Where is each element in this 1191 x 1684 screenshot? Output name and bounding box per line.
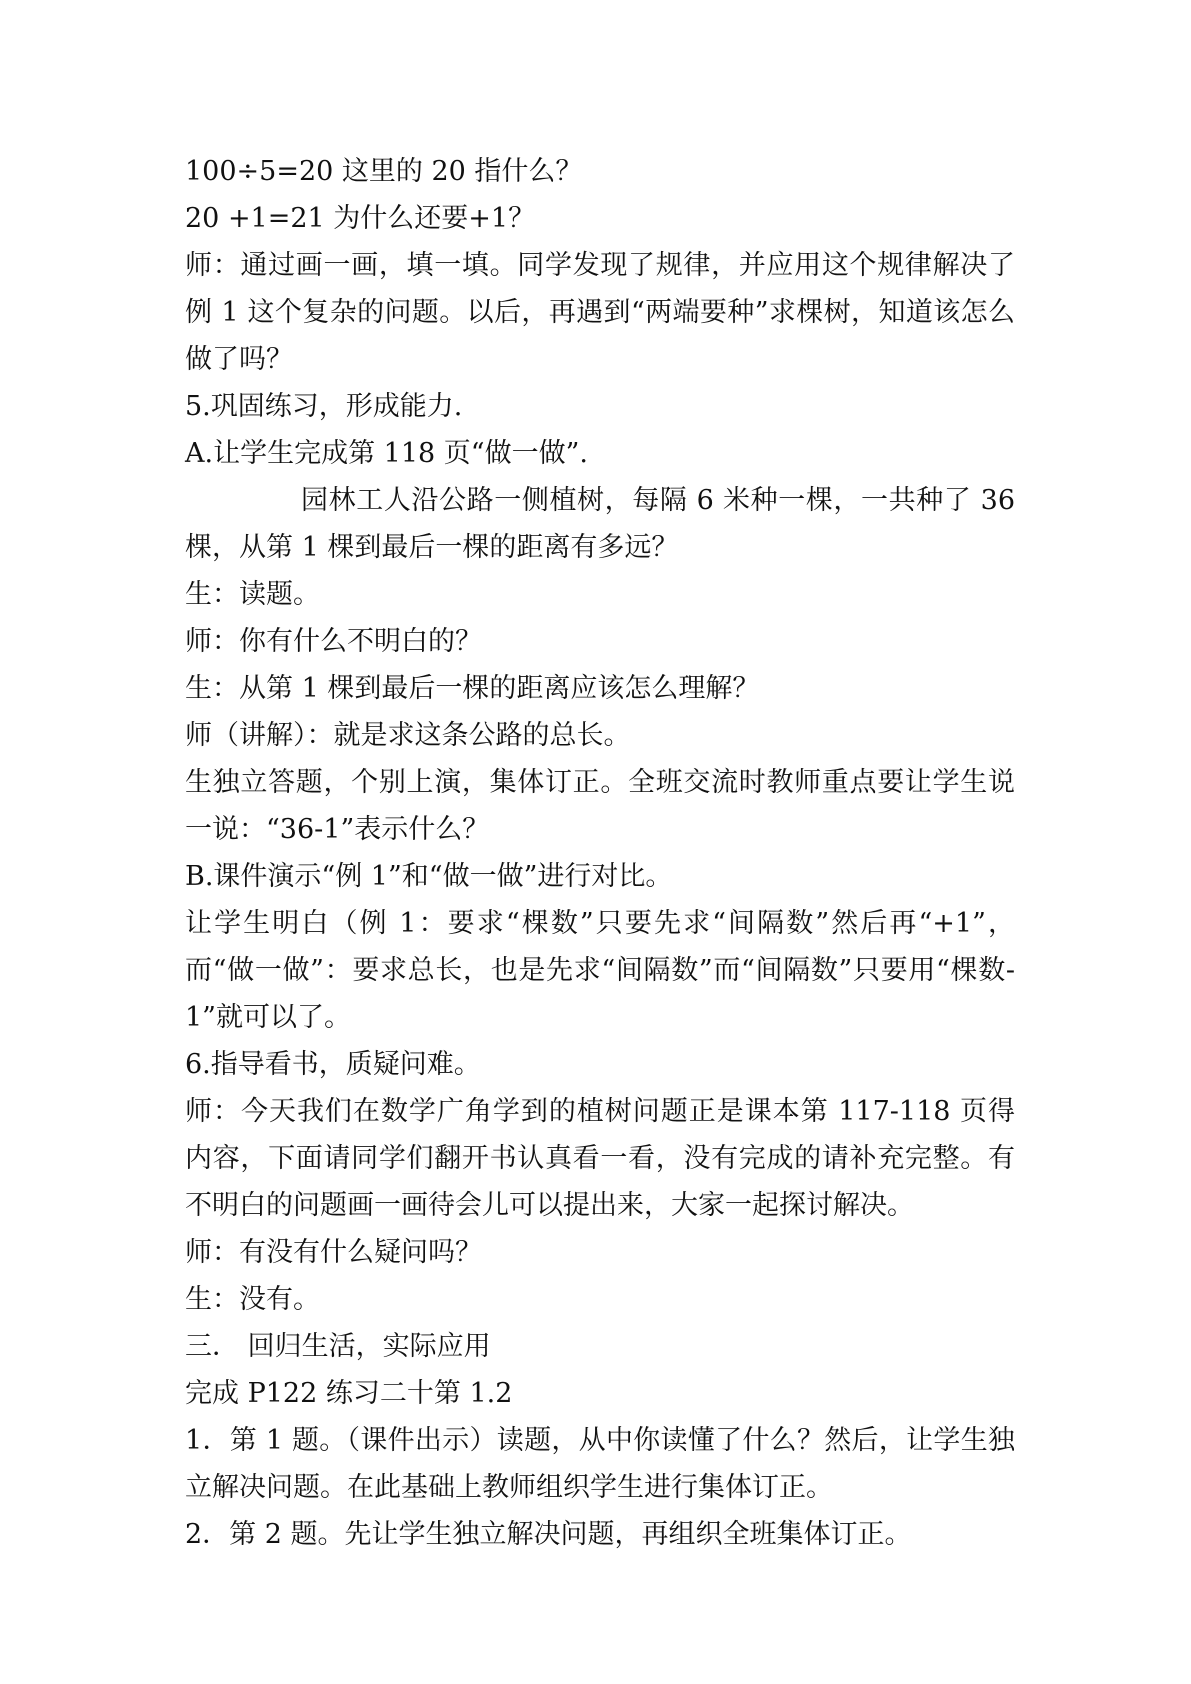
paragraph-step-5-heading: 5.巩固练习，形成能力. <box>185 391 463 422</box>
paragraph-teacher-explain: 师（讲解）：就是求这条公路的总长。 <box>185 720 631 751</box>
document-body <box>185 148 1015 1558</box>
paragraph-student-solve: 生独立答题，个别上演，集体订正。全班交流时教师重点要让学生说一说：“36-1”表示什么？ <box>185 767 1015 845</box>
paragraph-problem-2: 2．第 2 题。先让学生独立解决问题，再组织全班集体订正。 <box>185 1519 912 1550</box>
paragraph-teacher-ask: 师：你有什么不明白的？ <box>185 626 482 657</box>
paragraph-student-question: 生：从第 1 棵到最后一棵的距离应该怎么理解？ <box>185 673 760 704</box>
paragraph-student-read: 生：读题。 <box>185 579 320 610</box>
paragraph-division-question: 100÷5=20 这里的 20 指什么？ <box>185 156 583 187</box>
paragraph-teacher-summary: 师：通过画一画，填一填。同学发现了规律，并应用这个规律解决了例 1 这个复杂的问题。以后，再遇到“两端要种”求棵树，知道该怎么做了吗？ <box>185 250 1015 375</box>
paragraph-teacher-doubt: 师：有没有什么疑问吗？ <box>185 1237 482 1268</box>
paragraph-plus-one-question: 20 +1=21 为什么还要+1？ <box>185 203 536 234</box>
paragraph-exercise-ref: 完成 P122 练习二十第 1.2 <box>185 1378 513 1409</box>
paragraph-section-3-heading: 三． 回归生活，实际应用 <box>185 1331 491 1362</box>
paragraph-comparison: 让学生明白（例 1：要求“棵数”只要先求“间隔数”然后再“+1”，而“做一做”：要求总长，也是先求“间隔数”而“间隔数”只要用“棵数-1”就可以了。 <box>185 908 1015 1033</box>
paragraph-student-none: 生：没有。 <box>185 1284 320 1315</box>
paragraph-step-6-heading: 6.指导看书，质疑问难。 <box>185 1049 481 1080</box>
paragraph-step-a: A.让学生完成第 118 页“做一做”. <box>185 438 588 469</box>
paragraph-step-b: B.课件演示“例 1”和“做一做”进行对比。 <box>185 861 673 892</box>
paragraph-exercise-problem: 园林工人沿公路一侧植树，每隔 6 米种一棵，一共种了 36 棵，从第 1 棵到最后一棵的距离有多远？ <box>185 485 1015 563</box>
paragraph-teacher-book: 师：今天我们在数学广角学到的植树问题正是课本第 117-118 页得内容，下面请同学们翻开书认真看一看，没有完成的请补充完整。有不明白的问题画一画待会儿可以提出来，大家一起探讨解决。 <box>185 1096 1015 1221</box>
paragraph-problem-1: 1．第 1 题。（课件出示）读题，从中你读懂了什么？然后，让学生独立解决问题。在此基础上教师组织学生进行集体订正。 <box>185 1425 1015 1503</box>
